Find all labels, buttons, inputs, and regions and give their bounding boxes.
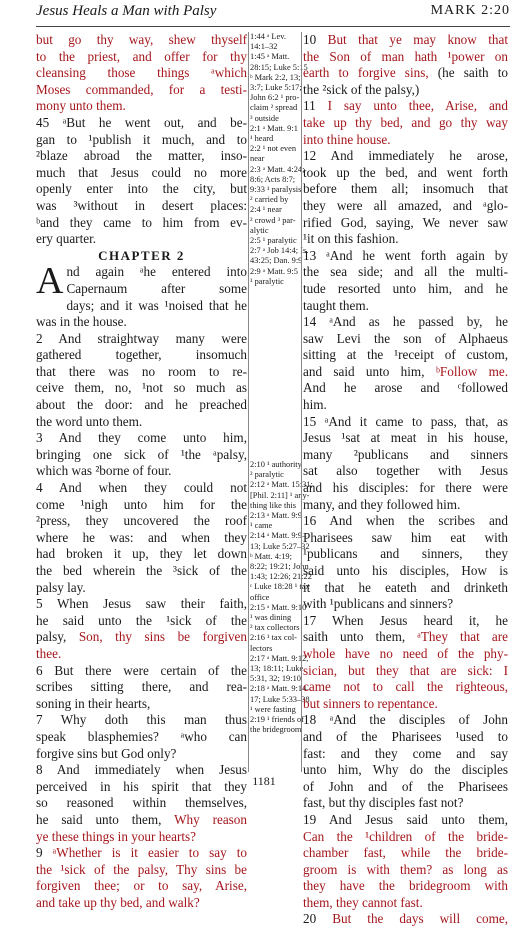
cross-reference-note: office [250,592,270,602]
right-text-column [303,32,508,928]
text-line [303,397,508,414]
text-line [303,181,508,198]
text-span: 9 [36,845,53,861]
cross-reference-note: 5:31, 32; 19:10 [250,674,301,684]
text-span: the sea side; and all the multi- [303,264,508,280]
text-line [36,198,247,215]
text-line [303,646,508,663]
cross-reference-note: ³ outside [250,113,279,123]
text-span: 12 And immediately he arose, [303,148,508,164]
text-line [303,447,508,464]
text-line [303,513,508,530]
cross-reference-note: 1:44 ᵃ Lev. [250,32,286,41]
text-line [36,629,247,646]
text-line [303,115,508,132]
words-of-christ: ᵃThey that are [417,629,508,645]
text-span: Jesus ¹sat at meat in his house, [303,430,508,446]
words-of-christ: Son, thy sins be forgiven [78,629,248,645]
cross-reference-note: 2:7 ᵃ Job 14:4; Is. [250,246,309,256]
section-heading: Jesus Heals a Man with Palsy [36,3,217,19]
text-line [36,845,247,862]
text-line [303,629,508,646]
cross-reference-note: alytic [250,225,269,235]
cross-reference-note: 1:45 ᵃ Matt. [250,52,290,62]
text-span: tude resorted unto him, and he [303,280,508,296]
text-line [36,712,247,729]
text-line [36,165,247,182]
text-span: 11 [303,98,328,114]
text-line [303,347,508,364]
column-divider-right [301,32,302,772]
text-line [36,895,247,912]
text-span: and his disciples: for there were [303,480,508,496]
text-span: with ¹publicans and sinners? [303,596,454,612]
text-span: palsy lay. [36,579,86,595]
cross-reference-note: ¹ came [250,521,273,531]
page-number: 1181 [252,774,276,788]
words-of-christ: cleansing those things ᵃwhich [36,65,247,81]
text-line [36,65,247,82]
text-span: ¹it on this fashion. [303,231,399,247]
text-line [36,314,247,331]
words-of-christ: Why reason [174,811,247,827]
text-line [36,447,247,464]
text-span: rified God, saying, We never saw [303,214,508,230]
text-line [303,430,508,447]
text-span: 5 When Jesus saw their faith, [36,596,247,612]
cross-reference-note: 28:15; Luke 5:15 [250,62,308,72]
words-of-christ: came not to call the righteous, [303,679,508,695]
text-span: the bed wherein the ³sick of the [36,563,247,578]
text-span: they were all amazed, and ᵃglo- [303,197,508,213]
text-line [36,148,247,165]
text-span: saw Levi the son of Alphaeus [303,330,508,346]
text-line [303,231,508,248]
text-span: that there was no room to re- [36,363,247,379]
text-line [303,546,508,563]
cross-reference-note: 14:1–32 [250,42,278,52]
text-span: bringing one sick of ¹the ᵃpalsy, [36,446,247,462]
text-line [36,497,247,514]
words-of-christ: take up thy bed, and go thy way [303,114,508,130]
text-span: many, and they followed him. [303,496,461,512]
text-span: and of the Pharisees ¹used to [303,728,508,744]
text-span: him. [303,397,327,413]
cross-reference-note: 2:5 ¹ paralytic [250,236,297,246]
words-of-christ: but sinners to repentance. [303,695,438,711]
text-line [36,463,247,480]
text-line [36,132,247,149]
text-line [303,281,508,298]
words-of-christ: Can the ¹children of the bride- [303,828,508,844]
text-span: days; and it was ¹noised that he [66,297,247,313]
text-line [303,414,508,431]
text-line [303,729,508,746]
cross-reference-note: 2:16 ¹ tax col- [250,633,297,643]
cross-reference-note: 43:25; Dan. 9:9 [250,256,303,266]
words-of-christ: them, they cannot fast. [303,894,423,910]
text-span: fast, but thy disciples fast not? [303,795,464,811]
cross-reference-note: 2:19 ¹ friends of [250,715,304,725]
text-span: the word unto them. [36,413,143,429]
text-line [36,812,247,829]
book-chapter-verse: MARK 2:20 [430,3,510,18]
text-span: the ²sick of the palsy,) [303,81,420,97]
text-line [303,911,508,928]
text-span: 4 And when they could not [36,480,247,496]
words-of-christ: I say unto thee, Arise, and [327,98,508,114]
text-line [36,331,247,348]
text-span: about the door: and he preached [36,397,247,413]
text-span: speak blasphemies? ᵃwho can [36,728,247,744]
text-line [36,181,247,198]
text-line [36,696,247,713]
text-span: 13 ᵃAnd he went forth again by [303,247,508,263]
text-line [36,596,247,613]
text-line [36,364,247,381]
cross-reference-note: 2:1 ᵃ Matt. 9:1 [250,123,298,133]
text-line [36,878,247,895]
text-span: Pharisees saw him eat with [303,529,508,545]
cross-reference-note: ¹ heard [250,134,274,144]
text-span: 45 ᵃBut he went out, and be- [36,114,247,130]
text-span: had broken it up, they let down [36,546,247,562]
text-span: nd again ᵃhe entered into [66,264,247,280]
text-span: 6 But there were certain of the [36,662,247,678]
words-of-christ: and take up thy bed, and walk? [36,894,200,910]
text-span: 8 And immediately when Jesus [36,762,247,778]
text-line [303,563,508,580]
words-of-christ: earth to forgive sins, [303,65,438,81]
text-line [36,480,247,497]
text-line [303,878,508,895]
reference-notes-column [250,32,313,735]
text-line [303,463,508,480]
cross-reference-note: ¹ was dining [250,613,292,623]
text-line [303,198,508,215]
text-line [303,314,508,331]
cross-reference-note: ᵇ Mark 2:2, 13; [250,72,301,82]
text-line [303,215,508,232]
cross-reference-note: 8:6; Acts 8:7; [250,174,296,184]
cross-reference-note: ² paralytic [250,470,284,480]
text-span: 19 And Jesus said unto them, [303,811,508,827]
text-line [303,380,508,397]
text-line [36,679,247,696]
text-line [36,215,247,232]
cross-reference-note: ᵇ Matt. 4:19; [250,551,292,561]
text-line [36,862,247,879]
text-line [36,729,247,746]
text-span: so reasoned within themselves, [36,795,247,811]
text-span: openly enter into the city, but [36,181,247,197]
text-span: sitting at the ¹receipt of custom, [303,347,508,363]
drop-cap: A [36,260,64,303]
text-line [36,281,247,298]
text-line [303,812,508,829]
text-line [303,65,508,82]
text-span: perceived in his spirit that they [36,778,247,794]
column-divider-left [248,32,249,772]
cross-reference-note: 2:13 ᵃ Matt. 9:9 [250,511,303,521]
text-line [36,82,247,99]
text-span: before them all; insomuch that [303,181,508,197]
cross-reference-note: 8:22; 19:21; John [250,562,309,572]
words-of-christ: But the days will come, [332,911,509,927]
cross-reference-note: 13; Luke 5:27–32 [250,541,310,551]
cross-reference-note: John 6:2 ¹ pro- [250,93,300,103]
words-of-christ: But that ye may know that [327,32,509,47]
text-span: was ³without in desert places: [36,197,247,213]
text-line [36,414,247,431]
cross-reference-note: near [250,154,265,164]
text-span: 10 [303,32,328,47]
words-of-christ: into thine house. [303,131,391,147]
text-line [303,32,508,49]
cross-reference-note: 2:2 ¹ not even [250,144,297,154]
text-line [36,563,247,580]
text-line [303,132,508,149]
text-line [303,596,508,613]
cross-reference-note: 9:33 ¹ paralysis [250,185,302,195]
words-of-christ: the ¹sick of the palsy, Thy sins be [36,861,247,877]
cross-reference-note: ² crowd ³ par- [250,215,296,225]
text-span: ¹publicans and sinners, they [303,546,508,562]
text-span: 16 And when the scribes and [303,513,508,529]
cross-reference-note: ¹ paralytic [250,276,284,286]
text-line [303,364,508,381]
cross-reference-note: the bridegroom [250,725,302,735]
text-span: took up the bed, and went forth [303,164,508,180]
cross-reference-note: 1:43; 12:26; 21:22 [250,572,312,582]
words-of-christ: whole have no need of the phy- [303,645,508,661]
cross-reference-note: 17; Luke 5:33–38 [250,694,310,704]
text-line [36,231,247,248]
cross-reference-note: 2:12 ᵃ Matt. 15:31; [250,480,313,490]
text-span: said unto his disciples, How is [303,563,508,578]
text-line [303,679,508,696]
text-span: 20 [303,911,333,927]
text-line [303,497,508,514]
words-of-christ: groom is with them? as long as [303,861,508,877]
text-span: ᵇand they came to him from ev- [36,214,247,230]
cross-reference-note: lectors [250,643,273,653]
text-span: 2 And straightway many were [36,330,247,346]
text-line [36,663,247,680]
cross-reference-note: 3:7; Luke 5:17; [250,83,302,93]
text-line [303,82,508,99]
text-line [303,862,508,879]
text-span: 17 When Jesus heard it, he [303,612,508,628]
text-line [303,165,508,182]
text-line [303,613,508,630]
text-span: CHAPTER 2 [98,247,185,263]
text-line [36,513,247,530]
text-line [36,347,247,364]
text-line [36,530,247,547]
text-span: he said unto the ¹sick of the [36,612,247,628]
words-of-christ: they have the bridegroom with [303,878,508,894]
text-line [36,49,247,66]
text-line [303,845,508,862]
text-span: come ¹nigh unto him for the [36,496,247,512]
words-of-christ: to the priest, and offer for thy [36,48,247,64]
text-line [36,298,247,315]
text-span: saith unto them, [303,629,418,645]
cross-reference-note: thing like this [250,500,297,510]
words-of-christ: mony unto them. [36,98,126,114]
cross-reference-note: 2:10 ¹ authority [250,460,302,469]
text-span: soning in their hearts, [36,695,151,711]
text-line [36,98,247,115]
text-span: which was ²borne of four. [36,463,172,479]
cross-reference-note: 2:9 ᵃ Matt. 9:5 [250,266,298,276]
text-line [303,663,508,680]
cross-reference-note: 2:18 ᵃ Matt. 9:14– [250,684,311,694]
text-line [303,530,508,547]
text-span: where he was: and when they [36,529,247,545]
text-line [303,248,508,265]
text-span: 15 ᵃAnd it came to pass, that, as [303,413,508,429]
text-span: ²press, they uncovered the roof [36,513,247,529]
text-line [303,696,508,713]
text-span: scribes sitting there, and rea- [36,679,247,695]
text-span: And he arose and ᶜfollowed [303,380,508,396]
text-span: sat also together with Jesus [303,463,508,479]
text-line [303,795,508,812]
words-of-christ: Moses commanded, for a testi- [36,81,247,97]
text-span: much that Jesus could no more [36,164,247,180]
text-line [36,546,247,563]
text-line [303,829,508,846]
text-span: unto him, Why do the disciples [303,762,508,778]
text-line [36,646,247,663]
text-line [36,613,247,630]
text-span: ²blaze abroad the matter, inso- [36,148,247,164]
text-line [36,746,247,763]
text-line [36,829,247,846]
words-of-christ: chamber fast, while the bride- [303,845,508,861]
cross-reference-note: [Phil. 2:11] ¹ any- [250,490,310,500]
cross-reference-note: 2:17 ᵃ Matt. 9:12, [250,653,309,663]
words-of-christ: ᵇFollow me. [435,363,508,379]
words-of-christ: the Son of man hath ¹power on [303,48,508,64]
cross-reference-note: ² carried by [250,195,289,205]
cross-reference-note: 2:4 ¹ near [250,205,282,215]
text-line [36,430,247,447]
cross-reference-note: 2:3 ᵃ Matt. 4:24; [250,164,305,174]
text-span: 7 Why doth this man thus [36,712,247,728]
words-of-christ: sician, but they that are sick: I [303,662,508,678]
text-span: many ²publicans and sinners [303,446,508,462]
words-of-christ: ye these things in your hearts? [36,828,197,844]
cross-reference-note: 13; 18:11; Luke [250,664,304,674]
text-line [303,98,508,115]
text-span: gathered together, insomuch [36,347,247,363]
text-span: he said unto them, [36,811,175,827]
cross-reference-note: 2:14 ᵃ Matt. 9:9– [250,531,307,541]
words-of-christ: forgiven thee; or to say, Arise, [36,878,247,894]
text-span: and said unto him, [303,363,436,379]
text-line [303,580,508,597]
text-line [303,331,508,348]
text-line [303,746,508,763]
text-line [36,380,247,397]
text-span: ery quarter. [36,231,97,247]
words-of-christ: but go thy way, shew thyself [36,32,247,47]
text-line [303,298,508,315]
text-span: forgive sins but God only? [36,745,177,761]
cross-reference-note: claim ² spread [250,103,298,113]
text-span: taught them. [303,297,369,313]
text-line [36,32,247,49]
notes-top [250,32,309,287]
text-span: it that he eateth and drinketh [303,579,508,595]
text-line [303,148,508,165]
text-line [303,895,508,912]
text-span: palsy, [36,629,79,645]
text-span: gan to ¹publish it much, and to [36,131,247,147]
text-span: (he saith to [437,65,508,81]
header-rule [36,26,510,27]
running-header [36,3,510,25]
text-line [303,712,508,729]
cross-reference-note: 2:15 ᵃ Matt. 9:10 [250,602,307,612]
text-span: 3 And they come unto him, [36,430,247,446]
text-span: 18 ᵃAnd the disciples of John [303,712,508,728]
text-span: 14 ᵃAnd as he passed by, he [303,314,508,330]
text-line [36,397,247,414]
text-line [36,115,247,132]
text-line [303,49,508,66]
words-of-christ: thee. [36,645,62,661]
cross-reference-note: ² tax collectors [250,623,300,633]
text-span: was in the house. [36,314,127,330]
words-of-christ: ᵃWhether is it easier to say to [52,845,247,861]
text-line [36,795,247,812]
text-line [303,480,508,497]
text-span: ceive them, no, ¹not so much as [36,380,247,396]
cross-reference-note: ᶜ Luke 18:28 ¹ tax [250,582,310,592]
text-span: of John and of the Pharisees [303,778,508,794]
cross-reference-note: ¹ were fasting [250,704,296,714]
text-line [303,264,508,281]
text-line [36,580,247,597]
text-span: fast: and they come and say [303,745,508,761]
text-span: Capernaum after some [66,280,247,296]
chapter-heading [36,248,247,265]
